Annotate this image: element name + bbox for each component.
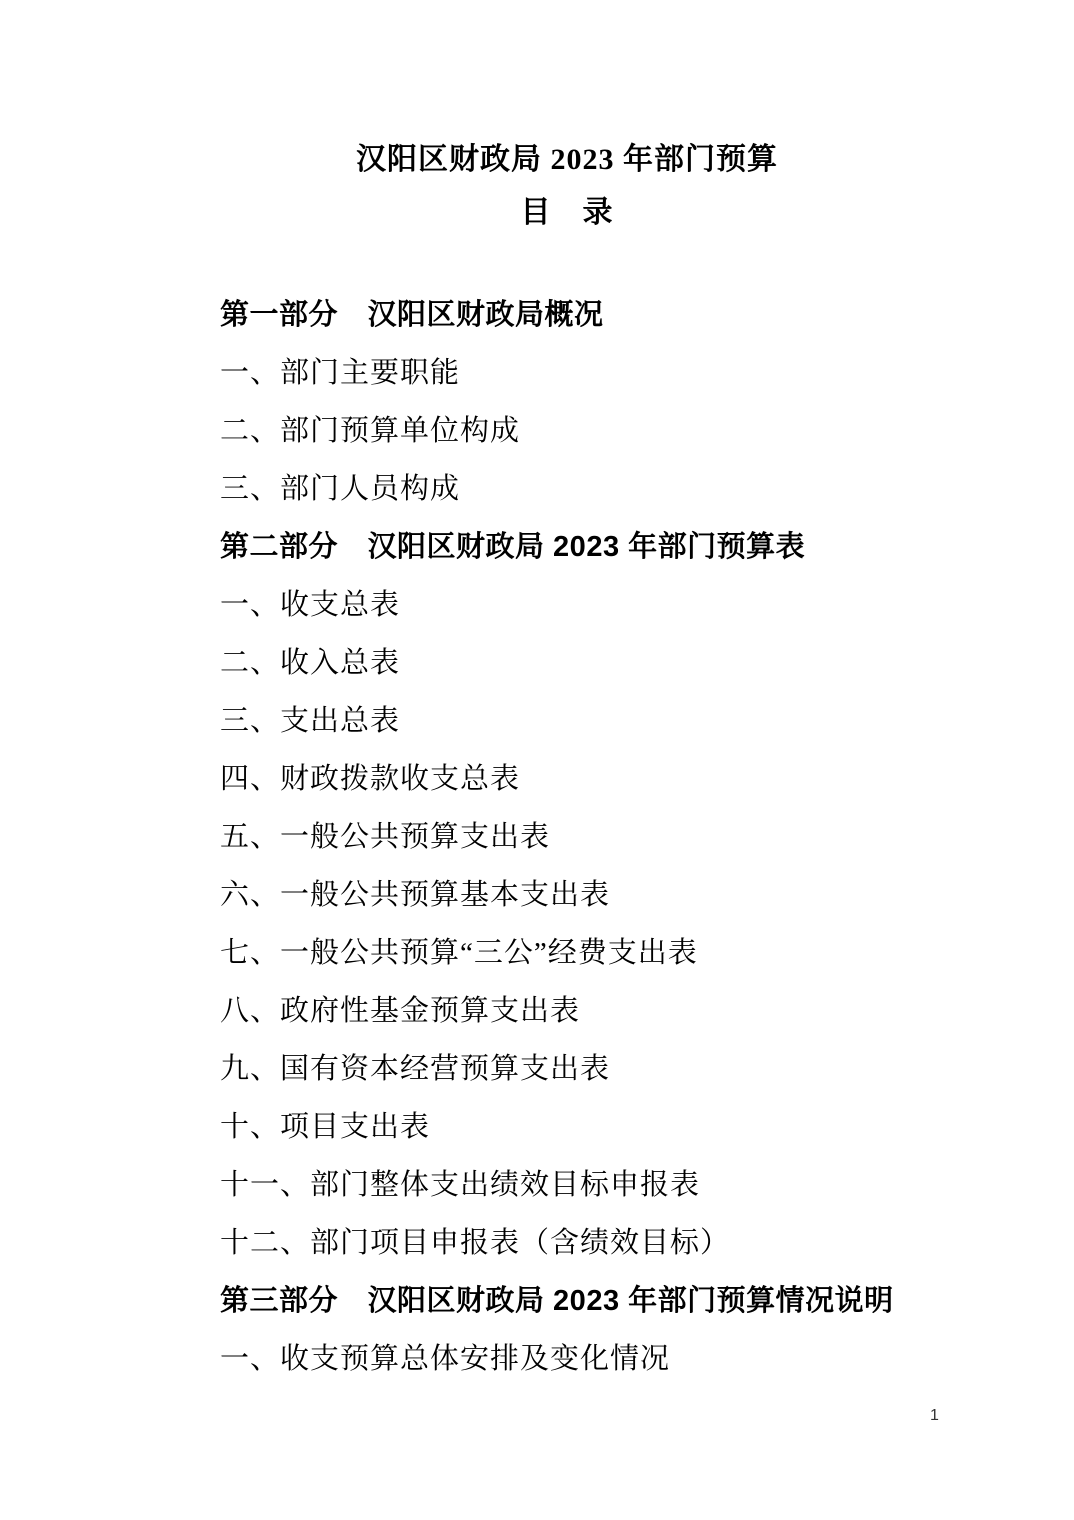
toc-item: 一、部门主要职能 — [220, 357, 461, 389]
toc-section-heading-part3: 第三部分 汉阳区财政局 2023 年部门预算情况说明 — [220, 1285, 894, 1317]
page-number: 1 — [930, 1407, 939, 1424]
table-of-contents — [220, 286, 980, 1388]
toc-item: 三、支出总表 — [220, 705, 401, 737]
toc-item: 十一、部门整体支出绩效目标申报表 — [220, 1169, 701, 1201]
toc-item: 四、财政拨款收支总表 — [220, 763, 521, 795]
toc-item: 五、一般公共预算支出表 — [220, 821, 551, 853]
document-title: 汉阳区财政局 2023 年部门预算 — [356, 143, 778, 176]
toc-item: 一、收支总表 — [220, 589, 401, 621]
toc-section-heading-part2: 第二部分 汉阳区财政局 2023 年部门预算表 — [220, 531, 806, 563]
toc-item: 十二、部门项目申报表（含绩效目标） — [220, 1227, 731, 1259]
toc-item: 一、收支预算总体安排及变化情况 — [220, 1343, 671, 1375]
toc-item: 六、一般公共预算基本支出表 — [220, 879, 611, 911]
toc-section-heading-part1: 第一部分 汉阳区财政局概况 — [220, 299, 604, 331]
toc-item: 三、部门人员构成 — [220, 473, 461, 505]
toc-item: 二、收入总表 — [220, 647, 401, 679]
toc-item: 九、国有资本经营预算支出表 — [220, 1053, 611, 1085]
toc-item: 十、项目支出表 — [220, 1111, 431, 1143]
toc-title: 目 录 — [520, 196, 614, 229]
toc-item: 八、政府性基金预算支出表 — [220, 995, 581, 1027]
document-header — [220, 0, 914, 235]
toc-item: 二、部门预算单位构成 — [220, 415, 521, 447]
toc-item: 七、一般公共预算“三公”经费支出表 — [220, 937, 698, 969]
